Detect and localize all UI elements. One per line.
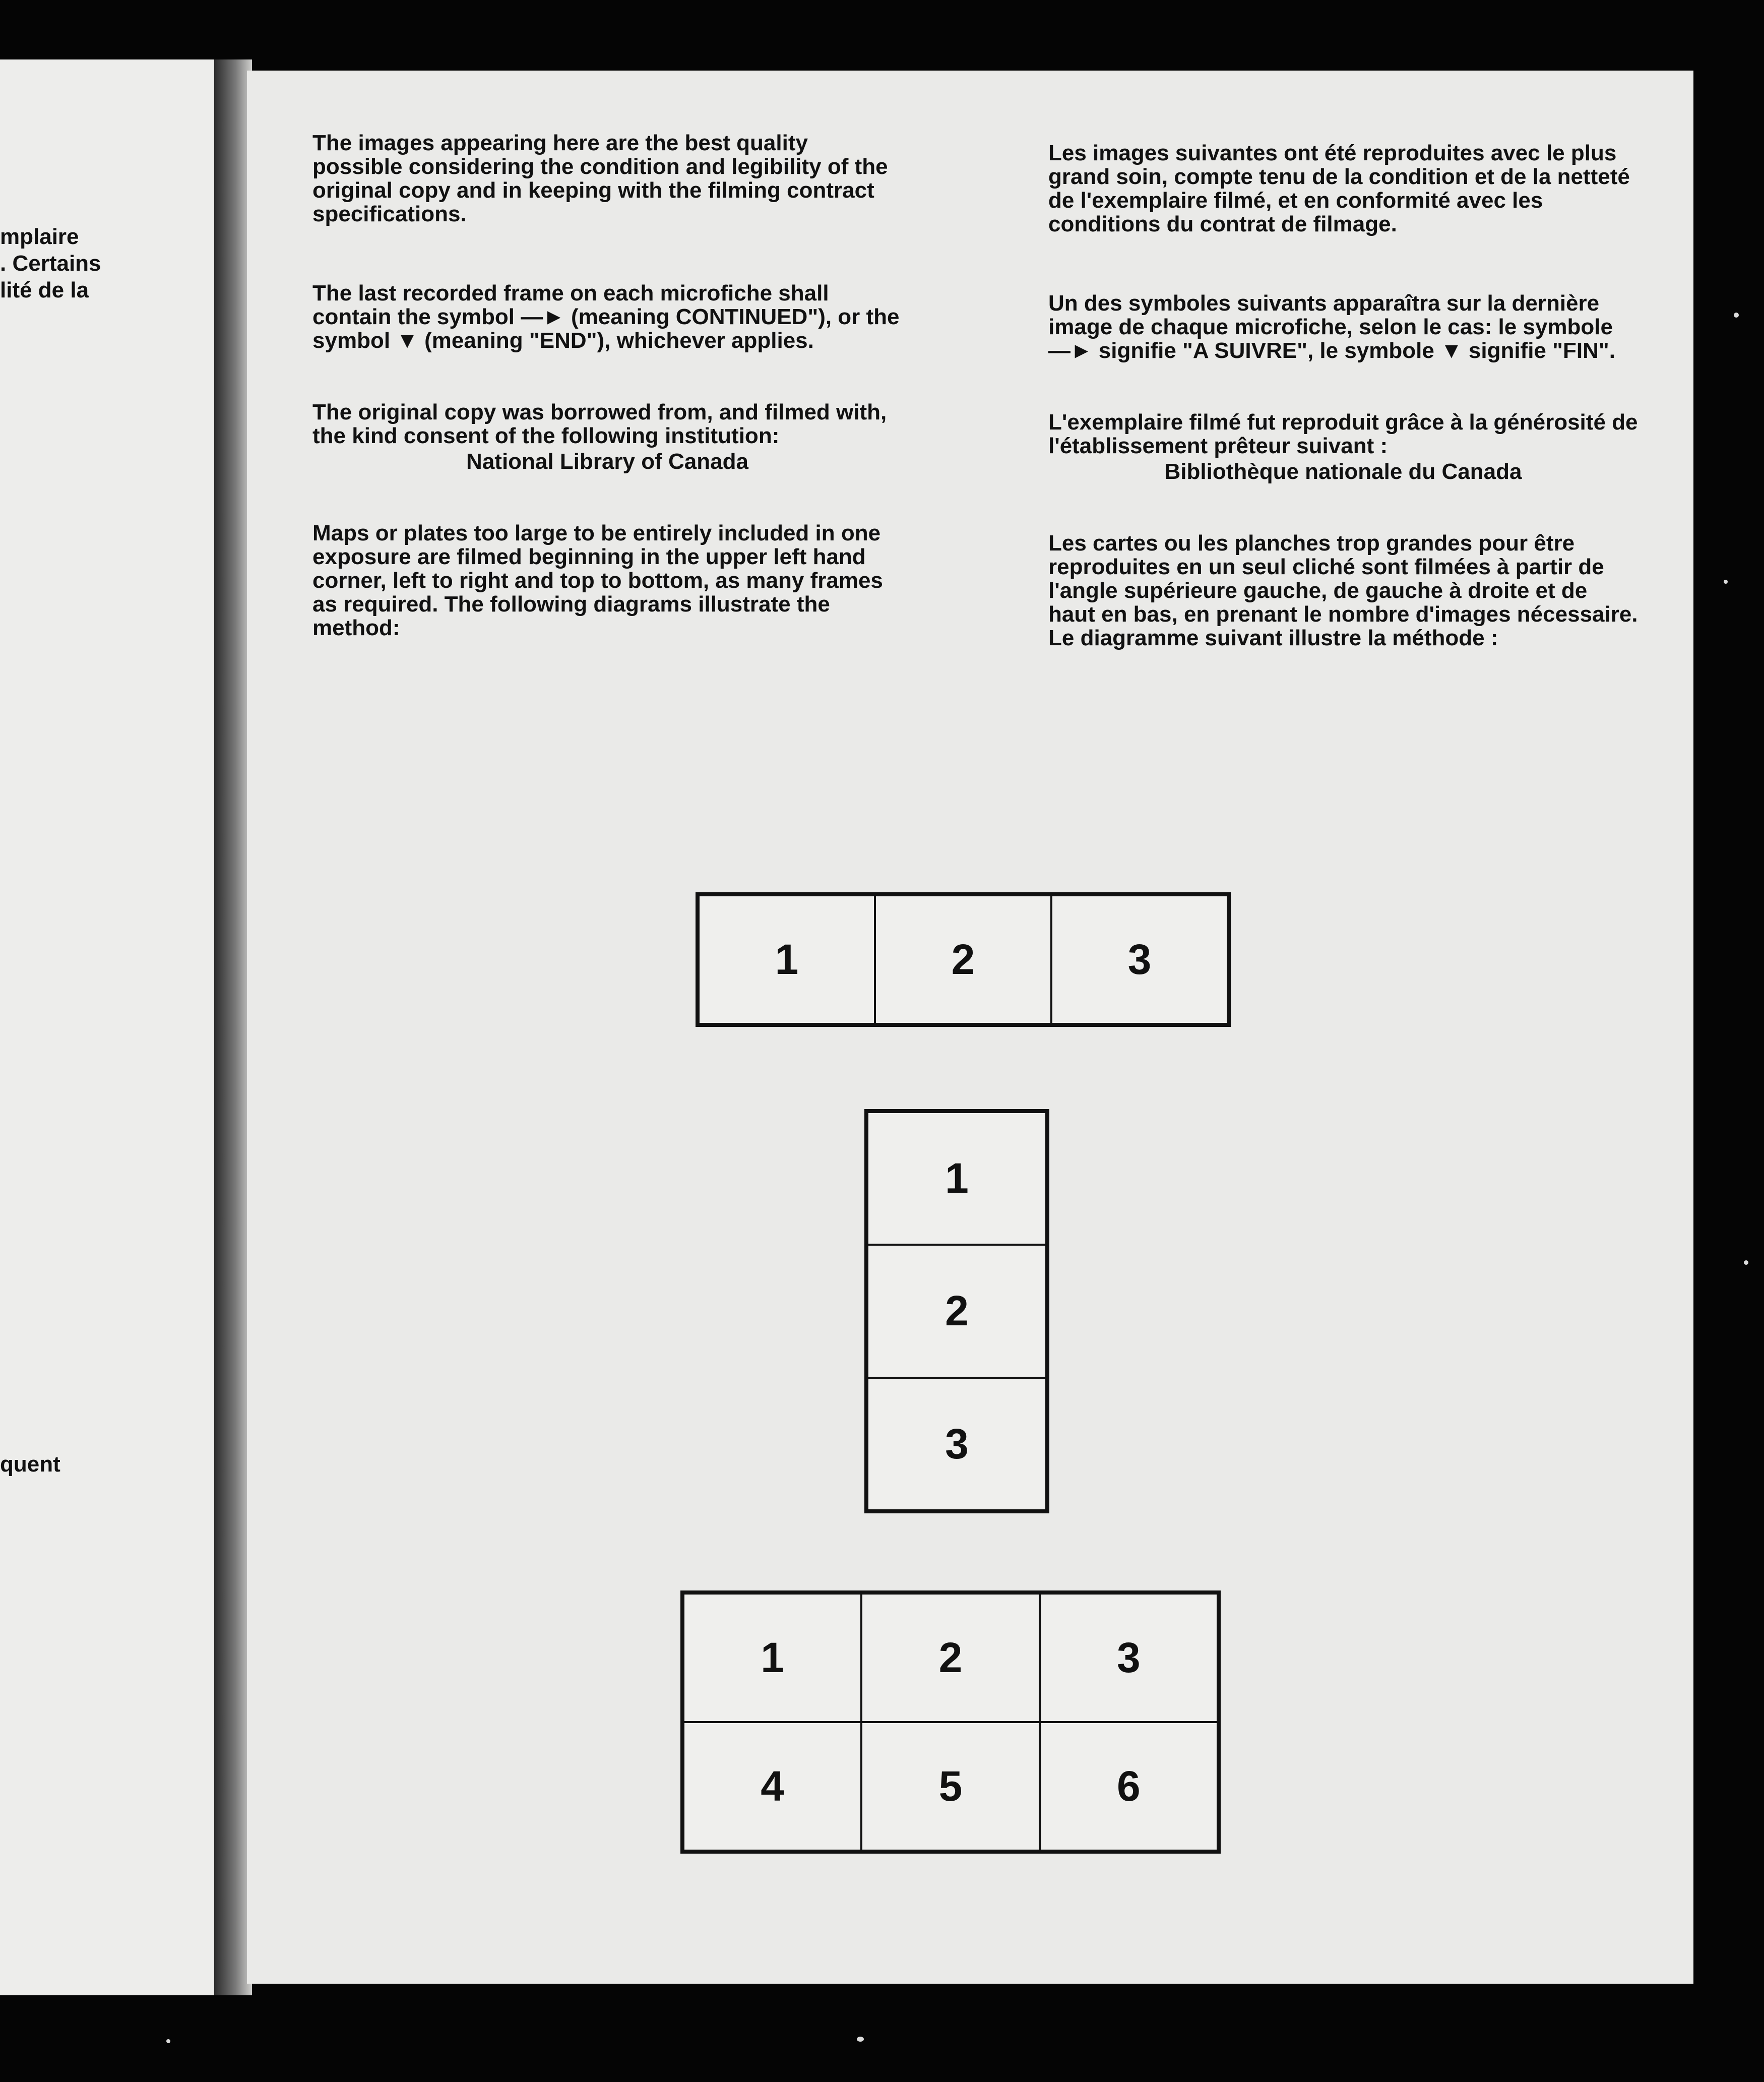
scan-speck (857, 2037, 864, 2042)
left-page-fragment: quent (0, 1452, 60, 1477)
horizontal-frame-diagram (696, 892, 1231, 1027)
frame-cell: 6 (1040, 1722, 1218, 1851)
maps-statement: Maps or plates too large to be entirely included in one exposure are filmed beginning in the upper left hand corner, left to right and top to bottom, as many frames as required. The following diagrams illustrate the method: (312, 521, 883, 640)
page-gutter (214, 59, 252, 1995)
left-page-fragment: . Certains (0, 251, 101, 276)
left-page-fragment: lité de la (0, 278, 89, 302)
scan-speck (166, 2039, 170, 2043)
microfiche-target-page (247, 71, 1693, 1984)
symbols-text-fr-b: signifie "A SUIVRE", le symbole (1098, 338, 1434, 363)
frame-cell: 1 (867, 1112, 1046, 1245)
frame-cell: 1 (699, 895, 875, 1024)
maps-statement-fr: Les cartes ou les planches trop grandes pour être reproduites en un seul cliché sont filmées à partir de l'angle supérieure gauche, de gauche à droite et de haut en bas, en prenant le nombre d'images nécessaire. Le diagramme suivant illustre la méthode : (1048, 531, 1638, 650)
continued-arrow-icon: —► (1048, 338, 1093, 363)
frame-cell: 5 (861, 1722, 1039, 1851)
left-page-fragment: mplaire (0, 224, 79, 249)
institution-name: National Library of Canada (466, 449, 748, 474)
symbols-text-fr-c: signifie "FIN". (1468, 338, 1615, 363)
left-page-edge (0, 59, 214, 1995)
english-column (312, 131, 902, 695)
frame-cell: 2 (867, 1245, 1046, 1377)
frame-cell: 2 (875, 895, 1051, 1024)
quality-statement-fr: Les images suivantes ont été reproduites avec le plus grand soin, compte tenu de la condition et de la netteté de l'exemplaire filmé, et en conformité avec les conditions du contrat de filmage. (1048, 141, 1630, 236)
frame-cell: 1 (683, 1594, 861, 1722)
frame-cell: 3 (1040, 1594, 1218, 1722)
symbols-text-fr-a: Un des symboles suivants apparaîtra sur la dernière image de chaque microfiche, selon le cas: le symbole (1048, 291, 1613, 339)
grid-frame-diagram (680, 1590, 1221, 1854)
institution-name-fr: Bibliothèque nationale du Canada (1164, 459, 1522, 484)
frame-cell: 3 (1051, 895, 1228, 1024)
institution-text: The original copy was borrowed from, and filmed with, the kind consent of the following institution: (312, 400, 887, 448)
quality-statement: The images appearing here are the best quality possible considering the condition and legibility of the original copy and in keeping with the filming contract specifications. (312, 131, 888, 226)
symbols-text-a: The last recorded frame on each microfiche shall contain the symbol (312, 281, 829, 329)
continued-arrow-icon: —► (521, 304, 565, 329)
scan-speck (1734, 313, 1739, 318)
end-triangle-icon: ▼ (396, 328, 418, 353)
end-triangle-icon: ▼ (1440, 338, 1463, 363)
frame-cell: 4 (683, 1722, 861, 1851)
symbols-statement (312, 281, 902, 352)
institution-statement-fr (1048, 410, 1638, 483)
frame-cell: 2 (861, 1594, 1039, 1722)
frame-cell: 3 (867, 1378, 1046, 1510)
scan-speck (1724, 580, 1728, 584)
institution-text-fr: L'exemplaire filmé fut reproduit grâce à la générosité de l'établissement prêteur suivant : (1048, 410, 1638, 458)
scan-speck (1744, 1260, 1748, 1265)
symbols-text-c: (meaning "END"), whichever applies. (424, 328, 814, 353)
symbols-text-b: (meaning CONTINUED"), or the symbol (312, 304, 900, 353)
vertical-frame-diagram (864, 1109, 1049, 1513)
french-column (1048, 141, 1638, 705)
symbols-statement-fr (1048, 291, 1638, 362)
institution-statement (312, 400, 902, 473)
